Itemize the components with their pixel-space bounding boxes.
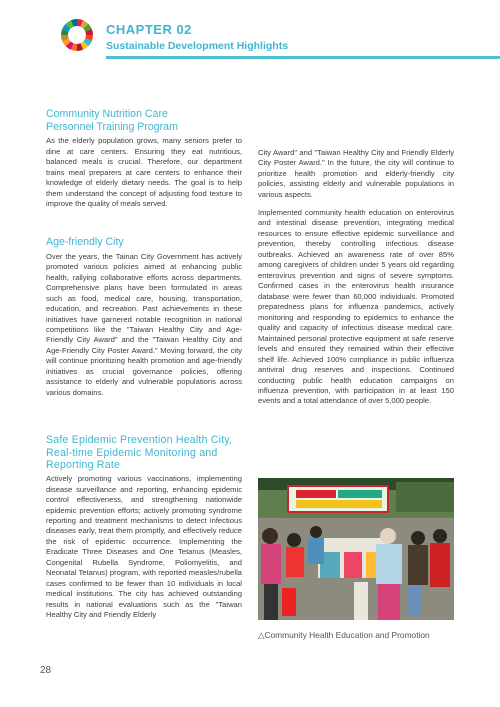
section-age-friendly — [46, 236, 242, 398]
heading-line: Reporting Rate — [46, 459, 121, 472]
photo-caption: △Community Health Education and Promotion — [258, 630, 430, 640]
heading-line: Real-time Epidemic Monitoring and — [46, 446, 218, 459]
page-header — [0, 0, 500, 70]
section-heading: Age-friendly City — [46, 236, 124, 248]
page-number: 28 — [40, 665, 52, 676]
section-enterovirus — [258, 208, 454, 407]
section-heading — [46, 434, 242, 472]
section-body: City Award" and "Taiwan Healthy City and Friendly Elderly City Poster Award." In the future, the city will continue to prioritize health promotion and elderly-friendly city policies, assisting elderly and vulnerable populations in various aspects. — [258, 148, 454, 199]
event-photo-illustration — [258, 478, 454, 620]
section-body: As the elderly population grows, many seniors prefer to dine at care centers. Ensuring they eat nutritious, balanced meals is crucial. Therefore, our department trains meal preparers at care centers to enhance their knowledge of elderly dietary needs. The goal is to help them understand the concept of adjusting food texture to improve the quality of meals served. — [46, 136, 242, 209]
chapter-subtitle: Sustainable Development Highlights — [106, 40, 289, 52]
section-continued — [258, 148, 454, 200]
section-heading — [46, 108, 242, 133]
sdg-wheel-icon — [60, 18, 94, 52]
event-photo — [258, 478, 454, 620]
heading-line: Community Nutrition Care — [46, 108, 168, 120]
header-rule — [106, 56, 500, 59]
section-body: Actively promoting various vaccinations, implementing disease surveillance and reporting, enhancing epidemic control effectiveness, and strengthening nationwide epidemic prevention efforts; actively promoting syndrome reporting and treatment mechanisms to detect infectious diseases early, treat them promptly, and effectively reduce the risk of epidemic occurrence. Implementing the Eradicate Three Diseases and One Tetanus (Measles, Congenital Rubella Syndrome, Poliomyelitis, and Neonatal Tetanus) program, with reported measles/rubella cases confirmed to be fewer than 10 individuals in local medical institutions. The city has achieved outstanding results in national evaluations such as the "Taiwan Healthy City and Friendly Elderly — [46, 474, 242, 620]
heading-line: Personnel Training Program — [46, 120, 178, 133]
section-body: Implemented community health education on enterovirus and intestinal disease prevention, integrating medical resources to ensure effective epidemic surveillance and prevention, thereby controlling infectious disease outbreaks. Achieved an awareness rate of over 85% among caregivers of children under 5 years old regarding enterovirus prevention and signs of severe symptoms. Confirmed cases in the enterovirus health insurance database were fewer than 60,000 individuals. Promoted preparedness plans for influenza pandemics, actively monitoring and responding to epidemics to enhance the quality and capacity of infectious disease medical care. Maintained personal protective equipment at safe reserve levels and ensured they remained within their effective shelf life. Achieved 100% compliance in public influenza antiviral drug reserves and inspections. Continued conducting public health education campaigns on influenza prevention, with participation in at least 150 events and a total attendance of over 5,000 people. — [258, 208, 454, 406]
section-nutrition — [46, 108, 242, 210]
section-body: Over the years, the Tainan City Government has actively promoted various policies aimed at enhancing public health, rallying collaborative efforts across departments. Comprehensive plans have been formulated in areas such as food, medical care, housing, transportation, education, and recreation. Past achievements in these initiatives have garnered notable recognition in national competitions like the "Taiwan Healthy City and Age-Friendly City Award" and the "Taiwan Healthy City and Age-Friendly City Poster Award." Moving forward, the city will continue prioritizing health promotion and age-friendly initiatives as crucial governance policies, offering assistance to elderly and vulnerable populations across various domains. — [46, 251, 242, 397]
heading-line: Safe Epidemic Prevention Health City, — [46, 434, 233, 446]
section-epidemic — [46, 434, 242, 621]
chapter-label: CHAPTER 02 — [106, 22, 192, 37]
